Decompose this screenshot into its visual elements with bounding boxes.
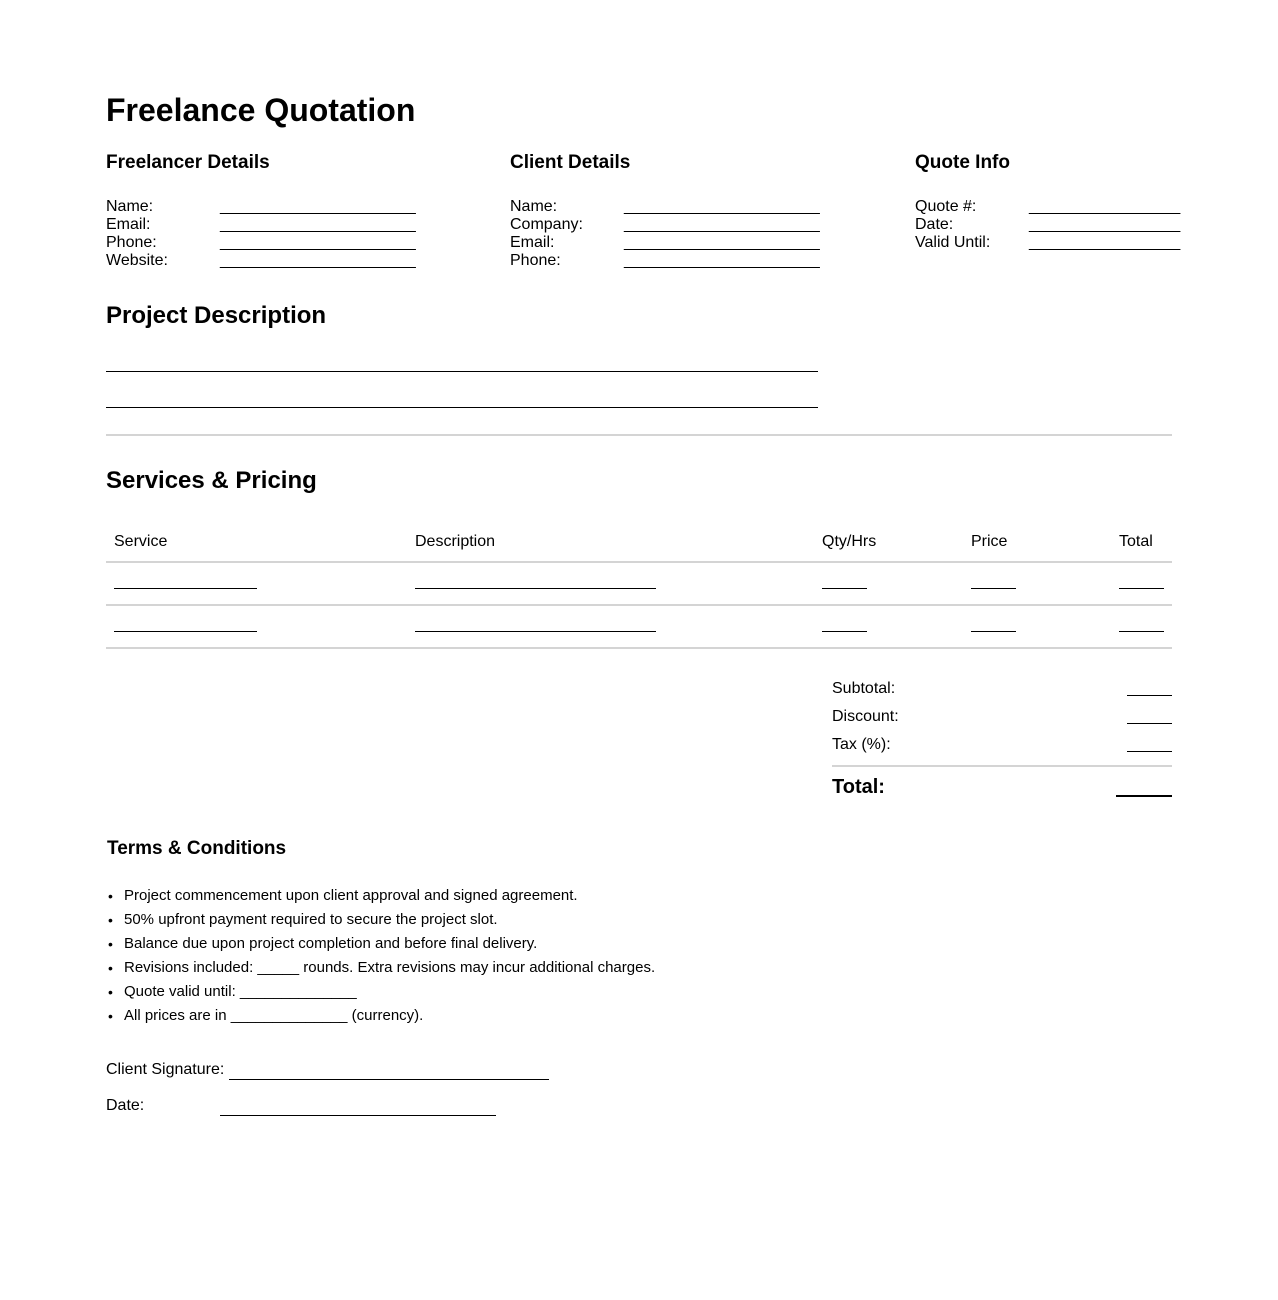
qty-blank[interactable] [822, 573, 867, 589]
terms-item-text: Project commencement upon client approval and signed agreement. [124, 887, 578, 904]
field-label: Quote #: [915, 198, 977, 215]
bullet-icon: • [108, 912, 113, 928]
field-label: Phone: [510, 252, 561, 269]
bullet-icon: • [108, 984, 113, 1000]
signature-date-field [106, 1096, 496, 1116]
freelancer-email-field[interactable] [106, 216, 416, 234]
terms-item-text: Balance due upon project completion and before final delivery. [124, 935, 538, 952]
field-label: Phone: [106, 234, 157, 251]
table-header-row [106, 522, 1172, 562]
field-label: Email: [510, 234, 555, 251]
services-table [106, 522, 1172, 649]
field-blank[interactable]: _________________ [1029, 198, 1181, 215]
totals-divider [832, 765, 1172, 767]
freelancer-phone-field[interactable] [106, 234, 416, 252]
terms-item-text: Revisions included: _____ rounds. Extra revisions may incur additional charges. [124, 959, 656, 976]
freelancer-name-field[interactable] [106, 198, 416, 216]
totals-summary [832, 676, 1172, 803]
tax-blank[interactable] [1127, 736, 1172, 752]
terms-item [106, 884, 655, 908]
field-label: Name: [106, 198, 154, 215]
grand-total-label: Total: [832, 776, 885, 798]
terms-item-text: Quote valid until: ______________ [124, 983, 357, 1000]
discount-row [832, 704, 1172, 732]
quote-info-heading: Quote Info [915, 152, 1010, 173]
terms-item-text: 50% upfront payment required to secure the project slot. [124, 911, 498, 928]
signature-date-label: Date: [106, 1097, 145, 1114]
column-header-description: Description [407, 522, 814, 562]
field-blank[interactable]: ______________________ [220, 234, 416, 251]
terms-item [106, 932, 655, 956]
terms-item [106, 980, 655, 1004]
terms-list [106, 884, 655, 1028]
price-blank[interactable] [971, 573, 1016, 589]
client-phone-field[interactable] [510, 252, 820, 270]
freelancer-details-section [106, 152, 416, 270]
field-label: Date: [915, 216, 954, 233]
field-label: Company: [510, 216, 583, 233]
field-label: Email: [106, 216, 151, 233]
page-title: Freelance Quotation [106, 92, 416, 128]
section-divider [106, 434, 1172, 436]
field-blank[interactable]: ______________________ [220, 198, 416, 215]
quote-valid-until-field[interactable] [915, 234, 1180, 252]
field-blank[interactable]: ______________________ [624, 198, 820, 215]
field-label: Name: [510, 198, 558, 215]
total-blank[interactable] [1119, 616, 1164, 632]
table-row [106, 562, 1172, 605]
signature-date-blank[interactable] [220, 1100, 496, 1116]
client-signature-blank[interactable] [229, 1064, 549, 1080]
client-company-field[interactable] [510, 216, 820, 234]
freelancer-website-field[interactable] [106, 252, 416, 270]
quote-date-field[interactable] [915, 216, 1180, 234]
table-row [106, 605, 1172, 648]
quote-info-section [915, 152, 1180, 252]
freelancer-details-heading: Freelancer Details [106, 152, 270, 173]
project-description-line-2[interactable] [106, 392, 818, 408]
price-blank[interactable] [971, 616, 1016, 632]
qty-blank[interactable] [822, 616, 867, 632]
subtotal-blank[interactable] [1127, 680, 1172, 696]
discount-label: Discount: [832, 708, 899, 725]
bullet-icon: • [108, 960, 113, 976]
service-blank[interactable] [114, 573, 257, 589]
client-email-field[interactable] [510, 234, 820, 252]
column-header-qty-hrs: Qty/Hrs [814, 522, 963, 562]
terms-item [106, 908, 655, 932]
field-blank[interactable]: ______________________ [624, 216, 820, 233]
project-description-line-1[interactable] [106, 356, 818, 372]
field-blank[interactable]: ______________________ [624, 234, 820, 251]
description-blank[interactable] [415, 616, 656, 632]
subtotal-row [832, 676, 1172, 704]
description-blank[interactable] [415, 573, 656, 589]
column-header-service: Service [106, 522, 407, 562]
discount-blank[interactable] [1127, 708, 1172, 724]
tax-label: Tax (%): [832, 736, 891, 753]
field-label: Valid Until: [915, 234, 991, 251]
bullet-icon: • [108, 1008, 113, 1024]
bullet-icon: • [108, 888, 113, 904]
bullet-icon: • [108, 936, 113, 952]
terms-item [106, 956, 655, 980]
quote-number-field[interactable] [915, 198, 1180, 216]
services-pricing-heading: Services & Pricing [106, 467, 317, 494]
client-details-section [510, 152, 820, 270]
field-blank[interactable]: ______________________ [220, 216, 416, 233]
subtotal-label: Subtotal: [832, 680, 896, 697]
field-blank[interactable]: _________________ [1029, 234, 1181, 251]
terms-item [106, 1004, 655, 1028]
grand-total-blank[interactable] [1116, 775, 1172, 797]
terms-item-text: All prices are in ______________ (currency). [124, 1007, 424, 1024]
project-description-heading: Project Description [106, 302, 327, 329]
tax-row [832, 732, 1172, 760]
client-signature-field [106, 1060, 549, 1080]
field-blank[interactable]: ______________________ [220, 252, 416, 269]
field-blank[interactable]: ______________________ [624, 252, 820, 269]
column-header-total: Total [1111, 522, 1172, 562]
field-label: Website: [106, 252, 168, 269]
service-blank[interactable] [114, 616, 257, 632]
field-blank[interactable]: _________________ [1029, 216, 1181, 233]
client-signature-label: Client Signature: [106, 1061, 225, 1078]
grand-total-row [832, 775, 1172, 803]
column-header-price: Price [963, 522, 1111, 562]
terms-heading: Terms & Conditions [107, 838, 287, 859]
client-name-field[interactable] [510, 198, 820, 216]
client-details-heading: Client Details [510, 152, 631, 173]
total-blank[interactable] [1119, 573, 1164, 589]
